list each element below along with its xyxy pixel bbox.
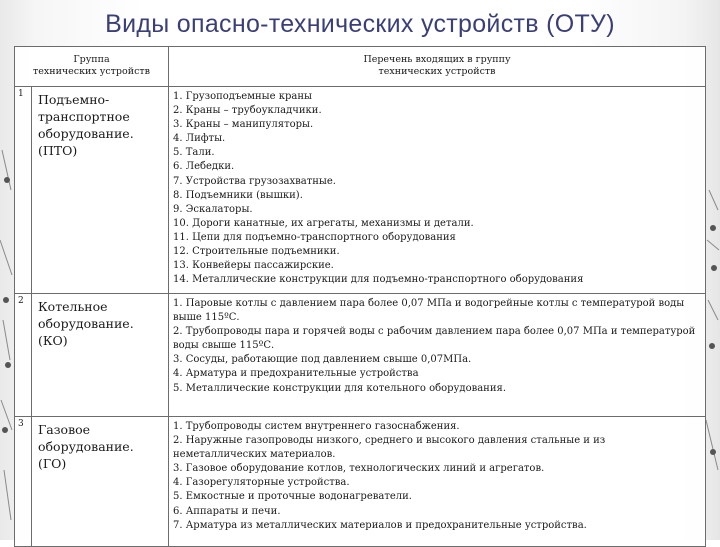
header-group-line: технических устройств <box>33 66 150 77</box>
header-list-line: технических устройств <box>378 66 496 77</box>
list-item: 1. Грузоподъемные краны <box>173 91 312 102</box>
list-item: 3. Сосуды, работающие под давлением свыше 0,07МПа. <box>173 354 472 366</box>
list-item: 8. Подъемники (вышки). <box>173 189 303 201</box>
list-item: 12. Строительные подъемники. <box>173 246 340 258</box>
list-item: 3. Газовое оборудование котлов, технологических линий и агрегатов. <box>173 463 545 475</box>
list-item: 11. Цепи для подъемно-транспортного оборудования <box>173 231 456 243</box>
list-item: 14. Металлические конструкции для подъемно-транспортного оборудования <box>173 274 584 286</box>
device-list <box>169 87 706 294</box>
list-item: 4. Лифты. <box>173 133 226 145</box>
list-item: 7. Устройства грузозахватные. <box>173 175 336 187</box>
list-item: 9. Эскалаторы. <box>173 203 253 215</box>
list-item: 4. Газорегуляторные устройства. <box>173 477 350 489</box>
group-line: Подъемно- <box>38 92 110 107</box>
row-number: 2 <box>15 294 32 417</box>
header-group-line: Группа <box>73 54 110 65</box>
list-item: 1. Паровые котлы с давлением пара более 0,07 МПа и водогрейные котлы с температурой воды <box>173 298 685 309</box>
decorative-wire-left <box>0 0 14 540</box>
row-number: 1 <box>15 87 32 294</box>
list-item: 5. Емкостные и проточные водонагреватели. <box>173 491 412 503</box>
header-group <box>15 47 169 87</box>
list-item: 2. Краны – трубоукладчики. <box>173 105 322 117</box>
list-item: 2. Трубопроводы пара и горячей воды с рабочим давлением пара более 0,07 МПа и температурой воды свыше 115ºС. <box>173 326 696 352</box>
list-item: выше 115ºС. <box>173 312 240 324</box>
group-line: (КО) <box>38 333 68 348</box>
group-name <box>32 417 169 547</box>
decorative-wire-right <box>706 0 720 540</box>
group-line: (ГО) <box>38 456 67 471</box>
group-name <box>32 294 169 417</box>
row-number: 3 <box>15 417 32 547</box>
table-header-row <box>15 47 706 87</box>
group-line: Котельное <box>38 299 108 314</box>
group-line: оборудование. <box>38 316 134 331</box>
group-line: (ПТО) <box>38 143 78 158</box>
otu-table <box>14 46 706 547</box>
device-list <box>169 417 706 547</box>
list-item: 2. Наружные газопроводы низкого, среднего и высокого давления стальные и из неметаллических материалов. <box>173 435 606 461</box>
list-item: 6. Аппараты и печи. <box>173 505 281 517</box>
list-item: 1. Трубопроводы систем внутреннего газоснабжения. <box>173 421 460 432</box>
table-row <box>15 294 706 417</box>
group-line: транспортное <box>38 109 130 124</box>
group-line: оборудование. <box>38 126 134 141</box>
device-list <box>169 294 706 417</box>
list-item: 7. Арматура из металлических материалов и предохранительные устройства. <box>173 519 587 531</box>
list-item: 6. Лебедки. <box>173 161 235 173</box>
table-row <box>15 417 706 547</box>
group-line: Газовое <box>38 422 91 437</box>
header-list-line: Перечень входящих в группу <box>363 54 511 65</box>
list-item: 5. Металлические конструкции для котельного оборудования. <box>173 382 506 394</box>
table-row <box>15 87 706 294</box>
list-item: 4. Арматура и предохранительные устройства <box>173 368 419 380</box>
page-title: Виды опасно-технических устройств (ОТУ) <box>105 10 615 38</box>
group-line: оборудование. <box>38 439 134 454</box>
list-item: 5. Тали. <box>173 147 215 159</box>
list-item: 3. Краны – манипуляторы. <box>173 119 314 131</box>
list-item: 10. Дороги канатные, их агрегаты, механизмы и детали. <box>173 217 474 229</box>
header-list <box>169 47 706 87</box>
group-name <box>32 87 169 294</box>
list-item: 13. Конвейеры пассажирские. <box>173 260 334 272</box>
